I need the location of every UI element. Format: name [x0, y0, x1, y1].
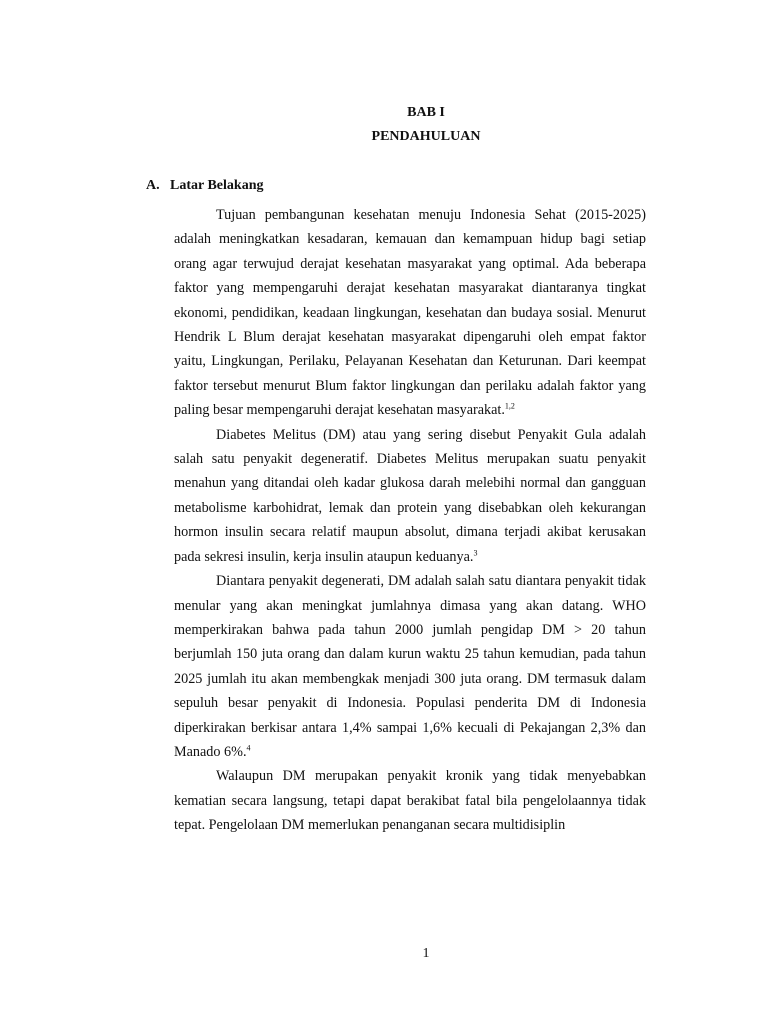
- paragraph-4: [174, 764, 646, 837]
- chapter-title: PENDAHULUAN: [371, 129, 481, 144]
- body-text: [174, 203, 646, 838]
- paragraph-text: Walaupun DM merupakan penyakit kronik yang tidak menyebabkan kematian secara langsung, tetapi dapat berakibat fatal bila pengelolaannya tidak tepat. Pengelolaan DM memerlukan penanganan secara multidisiplin: [174, 768, 646, 834]
- section-title: Latar Belakang: [170, 178, 264, 193]
- paragraph-text: Diantara penyakit degenerati, DM adalah salah satu diantara penyakit tidak menular yang akan meningkat jumlahnya dimasa yang akan datang. WHO memperkirakan bahwa pada tahun 2000 jumlah pengidap DM > 20 tahun berjumlah 150 juta orang dan dalam kurun waktu 25 tahun kemudian, pada tahun 2025 jumlah itu akan membengkak menjadi 300 juta orang. DM termasuk dalam sepuluh besar penyakit di Indonesia. Populasi penderita DM di Indonesia diperkirakan berkisar antara 1,4% sampai 1,6% kecuali di Pekajangan 2,3% dan Manado 6%.: [174, 573, 646, 760]
- paragraph-1: [174, 203, 646, 423]
- citation-ref: 4: [246, 743, 251, 753]
- page-number: 1: [422, 946, 430, 961]
- citation-ref: 1,2: [504, 401, 515, 411]
- paragraph-2: [174, 423, 646, 569]
- paragraph-text: Diabetes Melitus (DM) atau yang sering disebut Penyakit Gula adalah salah satu penyakit degeneratif. Diabetes Melitus merupakan suatu penyakit menahun yang ditandai oleh kadar glukosa darah melebihi normal dan gangguan metabolisme karbohidrat, lemak dan protein yang disebabkan oleh kekurangan hormon insulin secara relatif maupun absolut, dimana terjadi akibat kerusakan pada sekresi insulin, kerja insulin ataupun keduanya.: [174, 426, 646, 565]
- section-number: A.: [146, 178, 160, 193]
- chapter-heading: BAB I: [407, 105, 445, 120]
- section-heading: [146, 178, 263, 194]
- paragraph-text: Tujuan pembangunan kesehatan menuju Indonesia Sehat (2015-2025) adalah meningkatkan kesadaran, kemauan dan kemampuan hidup bagi setiap orang agar terwujud derajat kesehatan masyarakat yang optimal. Ada beberapa faktor yang mempengaruhi derajat kesehatan masyarakat diantaranya tingkat ekonomi, pendidikan, keadaan lingkungan, kesehatan dan budaya sosial. Menurut Hendrik L Blum derajat kesehatan masyarakat dipengaruhi oleh empat faktor yaitu, Lingkungan, Perilaku, Pelayanan Kesehatan dan Keturunan. Dari keempat faktor tersebut menurut Blum faktor lingkungan dan perilaku adalah faktor yang paling besar mempengaruhi derajat kesehatan masyarakat.: [174, 207, 646, 419]
- paragraph-3: [174, 569, 646, 764]
- citation-ref: 3: [473, 547, 478, 557]
